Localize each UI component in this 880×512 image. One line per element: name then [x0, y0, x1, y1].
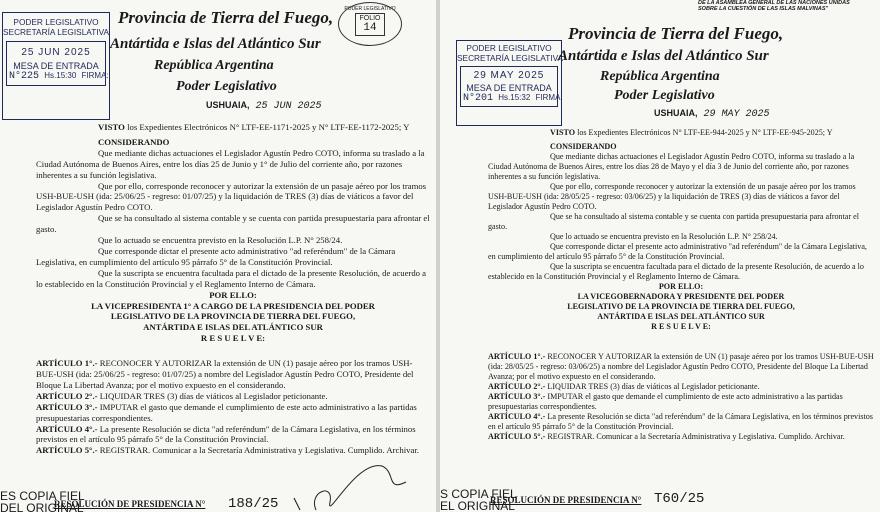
article-2-label: ARTÍCULO 2°.- — [36, 390, 98, 401]
visto-text: los Expedientes Electrónicos N° LTF-EE-1171-2025 y N° LTF-EE-1172-2025; Y — [124, 122, 410, 132]
header-republica: República Argentina — [154, 58, 274, 73]
article-4 — [488, 412, 874, 432]
paragraph-5: Que corresponde dictar el presente acto administrativo "ad referéndum" de la Cámara Legislativa, en cumplimiento del artículo 95 párrafo 5° de la Constitución Provincial. — [488, 242, 867, 261]
header-antartida: Antártida e Islas del Atlántico Sur — [110, 36, 321, 52]
document-page-left — [0, 0, 436, 512]
article-2-text: LIQUIDAR TRES (3) días de viáticos al Legislador peticionante. — [97, 390, 328, 401]
article-5 — [488, 432, 874, 442]
stamp-nro: N°225 — [9, 71, 40, 82]
stamp-line1: PODER LEGISLATIVO — [13, 17, 99, 27]
article-4-text: La presente Resolución se dicta "ad referéndum" de la Cámara Legislativa, en los términos previstos en el artículo 95 párrafo 5° de la Constitución Provincial. — [488, 412, 873, 431]
article-4 — [36, 424, 430, 446]
article-3-text: IMPUTAR el gasto que demande el cumplimiento de este acto administrativo a las partidas presupuestarias correspondientes. — [488, 392, 843, 411]
stamp-row — [7, 71, 109, 82]
header-poder: Poder Legislativo — [614, 88, 715, 103]
document-body — [36, 122, 430, 456]
paragraph-4: Que lo actuado se encuentra previsto en la Resolución L.P. N° 258/24. — [98, 235, 343, 246]
top-note — [698, 0, 850, 12]
article-3-label: ARTÍCULO 3°.- — [488, 392, 546, 401]
header-antartida: Antártida e Islas del Atlántico Sur — [558, 48, 769, 64]
folio-seal — [338, 2, 402, 46]
entry-stamp — [2, 12, 110, 120]
resolution-number: 188/25 — [228, 496, 279, 512]
document-body — [488, 128, 874, 442]
article-1 — [36, 358, 430, 391]
visto-text: los Expedientes Electrónicos N° LTF-EE-944-2025 y N° LTF-EE-945-2025; Y — [575, 128, 833, 137]
signature-mark — [286, 452, 436, 512]
copy-line2: EL ORIGINAL — [440, 499, 515, 512]
article-1-text: RECONOCER Y AUTORIZAR la extensión de UN (1) pasaje aéreo por los tramos USH-BUE-USH (ida: 28/05/25 - regreso: 03/06/25) a nombre del Legislador Agustín Pedro COTO, Presidente del Bloque La Libertad Avanza; por el motivo expuesto en el considerando. — [488, 352, 874, 381]
stamp-mesa: MESA DE ENTRADA — [13, 61, 99, 71]
article-1-text: RECONOCER Y AUTORIZAR la extensión de UN (1) pasaje aéreo por los tramos USH-BUE-USH (ida: 25/06/25 - regreso: 01/07/25) a nombre del Legislador Agustín Pedro COTO, Presidente del Bloque La Libertad Avanza; por el motivo expuesto en el considerando. — [36, 358, 414, 390]
seal-number: 14 — [363, 22, 377, 34]
seal-top: PODER LEGISLATIVO — [344, 6, 396, 12]
article-3 — [36, 402, 430, 424]
stamp-line2: SECRETARÍA LEGISLATIVA — [3, 27, 110, 37]
paragraph-6: Que la suscripta se encuentra facultada para el dictado de la presente Resolución, de acuerdo a lo establecido en la Constitución Provincial y el Reglamento Interno de Cámara. — [488, 262, 864, 281]
article-5-label: ARTÍCULO 5°.- — [36, 445, 98, 456]
paragraph-5: Que corresponde dictar el presente acto administrativo "ad referéndum" de la Cámara Legislativa, en cumplimiento del artículo 95 párrafo 5° de la Constitución Provincial. — [36, 245, 396, 267]
article-2-text: LIQUIDAR TRES (3) días de viáticos al Legislador peticionante. — [545, 382, 760, 391]
header-poder: Poder Legislativo — [176, 79, 277, 94]
article-1-label: ARTÍCULO 1°.- — [488, 352, 546, 361]
top-note-line1: DE LA ASAMBLEA GENERAL DE LAS NACIONES UNIDAS — [698, 0, 850, 6]
copy-line2: DEL ORIGINAL — [0, 501, 84, 512]
article-2-label: ARTÍCULO 2°.- — [488, 382, 546, 391]
seal-folio: FOLIO — [359, 15, 381, 22]
article-4-label: ARTÍCULO 4°.- — [36, 423, 98, 434]
visto-label: VISTO — [98, 122, 125, 132]
city-name: USHUAIA, — [654, 108, 698, 118]
stamp-firma: FIRMA: — [81, 71, 109, 80]
paragraph-3: Que se ha consultado al sistema contable y se cuenta con partida presupuestaria para afrontar el gasto. — [488, 212, 860, 231]
paragraph-2: Que por ello, corresponde reconocer y autorizar la extensión de un pasaje aéreo por los tramos USH-BUE-USH (ida: 25/06/25 - regreso: 01/07/25) y la liquidación de TRES (3) días de viáticos a favor del Legislador Agustín Pedro COTO. — [36, 180, 427, 213]
authority-line1: LA VICEPRESIDENTA 1° A CARGO DE LA PRESIDENCIA DEL PODER — [91, 300, 375, 311]
copy-line1: ES COPIA FIEL — [0, 489, 85, 503]
article-4-label: ARTÍCULO 4°.- — [488, 412, 546, 421]
paragraph-1: Que mediante dichas actuaciones el Legislador Agustín Pedro COTO, informa su traslado a la Ciudad Autónoma de Buenos Aires, entre los días 28 de Mayo y el día 3 de Junio del corriente año, por razones inherentes a su función legislativa. — [488, 152, 855, 181]
article-5-text: REGISTRAR. Comunicar a la Secretaría Administrativa y Legislativa. Cumplido. Archivar. — [97, 445, 419, 456]
resuelve-heading: R E S U E L V E: — [651, 322, 711, 331]
header-province: Provincia de Tierra del Fuego, — [118, 8, 334, 27]
stamp-hs: Hs.15:32 — [498, 93, 531, 102]
article-5-text: REGISTRAR. Comunicar a la Secretaría Administrativa y Legislativa. Cumplido. Archivar. — [545, 432, 845, 441]
stamp-row — [461, 93, 563, 104]
stamp-mesa: MESA DE ENTRADA — [466, 83, 552, 93]
authority-line3: ANTÁRTIDA E ISLAS DEL ATLÁNTICO SUR — [597, 312, 765, 321]
paragraph-2: Que por ello, corresponde reconocer y autorizar la extensión de un pasaje aéreo por los tramos USH-BUE-USH (ida: 28/05/25 - regreso: 03/06/25) y la liquidación de TRES (3) días de viáticos a favor del Legislador Agustín Pedro COTO. — [488, 182, 856, 211]
article-1-label: ARTÍCULO 1°.- — [36, 358, 98, 369]
stamp-date: 25 JUN 2025 — [21, 47, 91, 58]
considerando-heading: CONSIDERANDO — [98, 136, 170, 147]
header-province: Provincia de Tierra del Fuego, — [568, 24, 784, 43]
article-1 — [488, 352, 874, 382]
authority-line2: LEGISLATIVO DE LA PROVINCIA DE TIERRA DEL FUEGO, — [110, 311, 356, 322]
city-name: USHUAIA, — [206, 100, 250, 110]
authority-line3: ANTÁRTIDA E ISLAS DEL ATLÁNTICO SUR — [143, 322, 323, 333]
stamp-firma: FIRMA: — [535, 93, 563, 102]
resolution-label: RESOLUCIÓN DE PRESIDENCIA N° — [54, 499, 206, 509]
stamp-nro: N°201 — [463, 93, 494, 104]
stamp-hs: Hs.15:30 — [44, 71, 77, 80]
considerando-heading: CONSIDERANDO — [550, 142, 617, 151]
resuelve-heading: R E S U E L V E: — [200, 333, 266, 344]
article-2 — [488, 382, 874, 392]
copy-line1: S COPIA FIEL — [440, 487, 517, 501]
visto-label: VISTO — [550, 128, 576, 137]
stamp-line2: SECRETARÍA LEGISLATIVA — [457, 53, 564, 63]
por-ello: POR ELLO: — [658, 282, 704, 291]
stamp-line1: PODER LEGISLATIVO — [466, 43, 552, 53]
document-date: 29 MAY 2025 — [703, 109, 770, 120]
article-3 — [488, 392, 874, 412]
resolution-number: T60/25 — [654, 491, 705, 507]
document-date: 25 JUN 2025 — [255, 101, 322, 112]
header-republica: República Argentina — [600, 69, 720, 84]
document-page-right — [440, 0, 880, 512]
article-3-label: ARTÍCULO 3°.- — [36, 401, 98, 412]
stamp-date: 29 MAY 2025 — [473, 70, 545, 81]
paragraph-3: Que se ha consultado al sistema contable y se cuenta con partida presupuestaria para afrontar el gasto. — [36, 213, 430, 235]
paragraph-6: Que la suscripta se encuentra facultada para el dictado de la presente Resolución, de acuerdo a lo establecido en la Constitución Provincial y el Reglamento Interno de Cámara. — [36, 267, 427, 289]
authority-line1: LA VICEGOBERNADORA Y PRESIDENTE DEL PODER — [577, 292, 785, 301]
article-2 — [36, 391, 430, 402]
paragraph-1: Que mediante dichas actuaciones el Legislador Agustín Pedro COTO, informa su traslado a la Ciudad Autónoma de Buenos Aires, entre los días 25 de Junio y 1° de Julio del corriente año, por razones inherentes a su función legislativa. — [36, 147, 425, 180]
top-note-line2: SOBRE LA CUESTIÓN DE LAS ISLAS MALVINAS" — [698, 6, 829, 12]
entry-stamp — [456, 40, 562, 126]
city-date — [206, 100, 322, 112]
article-3-text: IMPUTAR el gasto que demande el cumplimiento de este acto administrativo a las partidas presupuestarias correspondientes. — [36, 401, 417, 423]
authority-line2: LEGISLATIVO DE LA PROVINCIA DE TIERRA DEL FUEGO, — [567, 302, 795, 311]
resolution-label: RESOLUCIÓN DE PRESIDENCIA N° — [490, 495, 642, 505]
paragraph-4: Que lo actuado se encuentra previsto en la Resolución L.P. N° 258/24. — [550, 232, 778, 241]
por-ello: POR ELLO: — [209, 289, 257, 300]
city-date — [654, 108, 770, 120]
article-5-label: ARTÍCULO 5°.- — [488, 432, 546, 441]
article-4-text: La presente Resolución se dicta "ad referéndum" de la Cámara Legislativa, en los términos previstos en el artículo 95 párrafo 5° de la Constitución Provincial. — [36, 423, 416, 445]
